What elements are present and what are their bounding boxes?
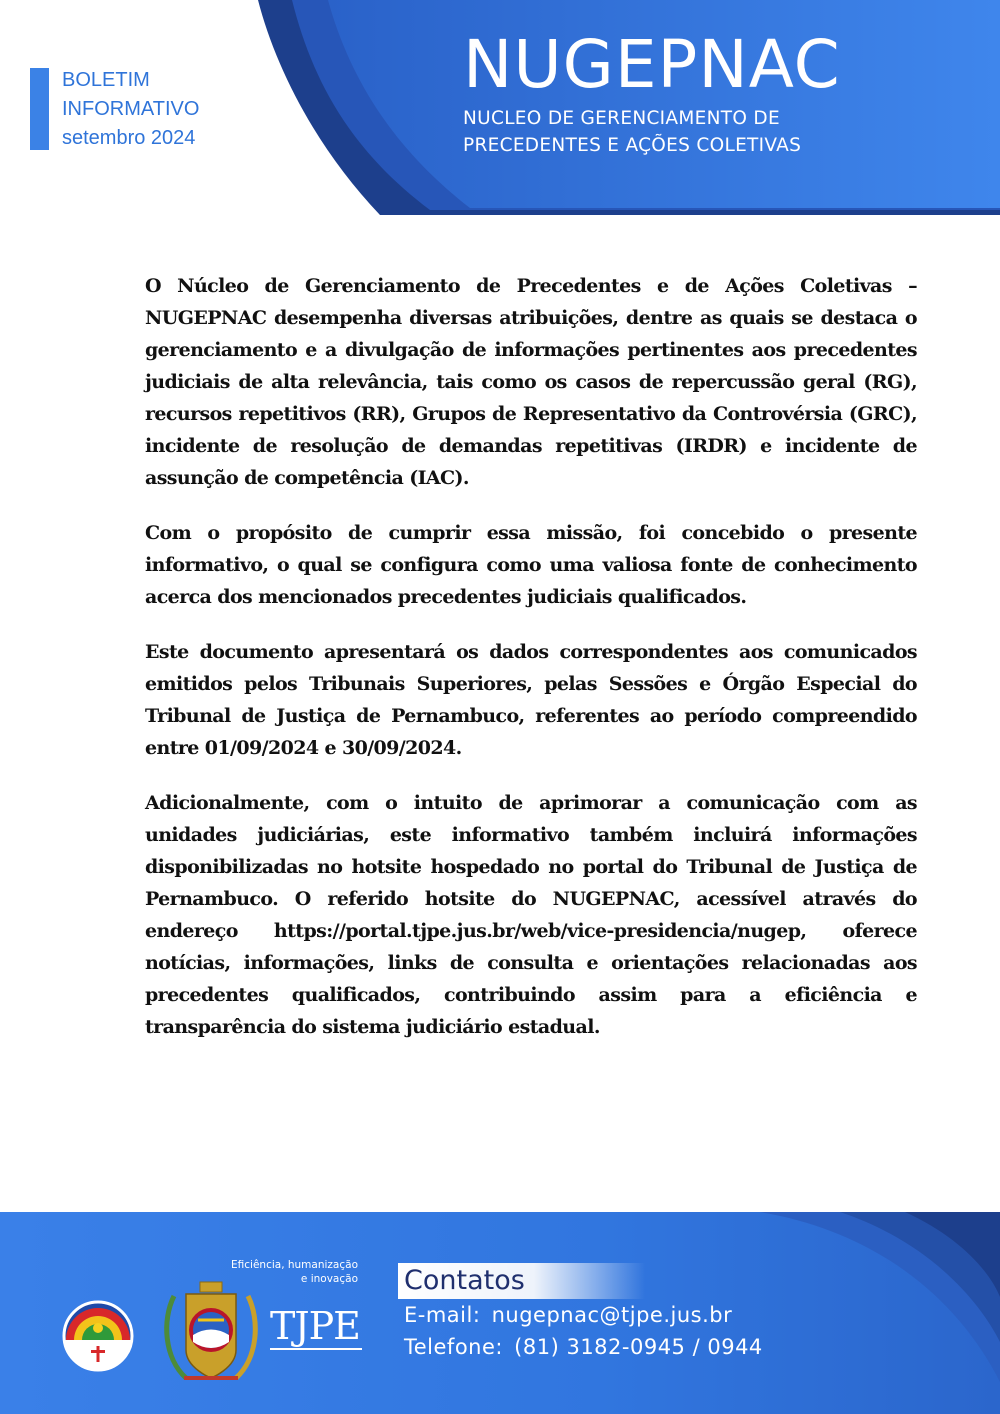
phone-line [398, 1331, 818, 1363]
tjpe-slogan [230, 1258, 358, 1286]
paragraph-hotsite: Adicionalmente, com o intuito de aprimorar a comunicação com as unidades judiciárias, este informativo também incluirá informações disponibilizadas no hotsite hospedado no portal do Tribunal de Justiça de Pernambuco. O referido hotsite do NUGEPNAC, acessível através do endereço https://portal.tjpe.jus.br/web/vice-presidencia/nugep, oferece notícias, informações, links de consulta e orientações relacionadas aos precedentes qualificados, contribuindo assim para a eficiência e transparência do sistema judiciário estadual. [145, 792, 917, 1038]
email-label: E-mail: [404, 1303, 481, 1327]
pernambuco-flag-icon [62, 1300, 134, 1372]
tjpe-slogan-line: Eficiência, humanização [231, 1259, 358, 1271]
phone-label: Telefone: [404, 1335, 503, 1359]
paragraph-intro: O Núcleo de Gerenciamento de Precedentes e de Ações Coletivas – NUGEPNAC desempenha diversas atribuições, dentre as quais se destaca o gerenciamento e a divulgação de informações pertinentes aos precedentes judiciais de alta relevância, tais como os casos de repercussão geral (RG), recursos repetitivos (RR), Grupos de Representativo da Controvérsia (GRC), incidente de resolução de demandas repetitivas (IRDR) e incidente de assunção de competência (IAC). [145, 275, 917, 489]
email-value[interactable]: nugepnac@tjpe.jus.br [491, 1303, 733, 1327]
contacts-title: Contatos [398, 1263, 645, 1299]
boletim-date: setembro 2024 [62, 127, 196, 149]
boletim-line: INFORMATIVO [62, 98, 200, 120]
brand-title: NUGEPNAC [463, 26, 841, 103]
brand-subtitle-line: PRECEDENTES E AÇÕES COLETIVAS [463, 135, 802, 156]
brand-subtitle-line: NUCLEO DE GERENCIAMENTO DE [463, 108, 780, 129]
body-content [145, 270, 917, 1066]
phone-value: (81) 3182-0945 / 0944 [514, 1335, 763, 1359]
brand-block [463, 26, 983, 158]
paragraph-period: Este documento apresentará os dados correspondentes aos comunicados emitidos pelos Tribunais Superiores, pelas Sessões e Órgão Especial do Tribunal de Justiça de Pernambuco, referentes ao período compreendido entre 01/09/2024 e 30/09/2024. [145, 641, 917, 759]
boletim-accent-bar [30, 68, 49, 150]
email-line [398, 1299, 818, 1331]
tjpe-coat-of-arms-icon [160, 1280, 262, 1388]
boletim-line: BOLETIM [62, 69, 150, 91]
tjpe-logo: TJPE [270, 1304, 362, 1350]
tjpe-slogan-line: e inovação [300, 1273, 358, 1285]
paragraph-purpose: Com o propósito de cumprir essa missão, foi concebido o presente informativo, o qual se configura como uma valiosa fonte de conhecimento acerca dos mencionados precedentes judiciais qualificados. [145, 522, 917, 608]
boletim-text [62, 66, 262, 153]
contacts-block [398, 1263, 818, 1363]
